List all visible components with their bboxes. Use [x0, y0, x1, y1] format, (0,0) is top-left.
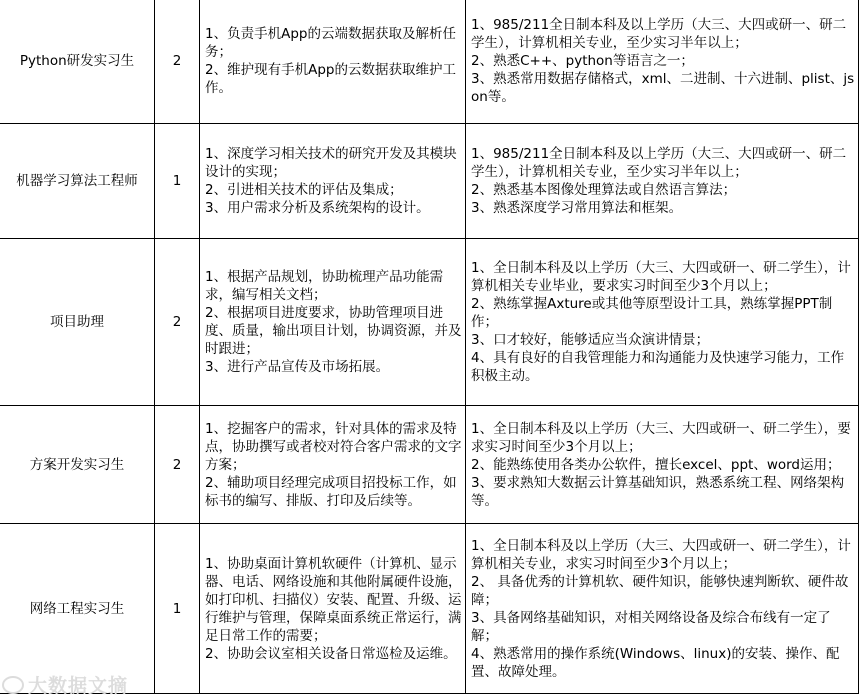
requirement-item: 1、985/211全日制本科及以上学历（大三、大四或研一、研二学生），计算机相关专业，至少实习半年以上；	[471, 17, 847, 51]
job-requirements	[466, 239, 859, 406]
table-row	[0, 406, 859, 524]
table-row	[0, 239, 859, 406]
table-row	[0, 524, 859, 694]
duty-item: 2、维护现有手机App的云数据获取维护工作。	[205, 62, 456, 96]
table-row	[0, 124, 859, 239]
duty-item: 1、根据产品规划，协助梳理产品功能需求，编写相关文档；	[205, 269, 444, 303]
requirement-item: 2、熟悉C++、python等语言之一；	[471, 53, 694, 69]
requirement-item: 4、熟悉常用的操作系统(Windows、linux)的安装、操作、配置、故障处理。	[471, 645, 840, 680]
headcount: 2	[155, 406, 200, 524]
watermark-text: 大数据文摘	[28, 675, 129, 697]
headcount: 2	[155, 0, 200, 124]
job-duties	[200, 406, 466, 524]
job-requirements	[466, 524, 859, 694]
requirement-item: 1、全日制本科及以上学历（大三、大四或研一、研二学生），要求实习时间至少3个月以上；	[471, 420, 851, 455]
requirement-item: 4、具有良好的自我管理能力和沟通能力及快速学习能力，工作积极主动。	[471, 350, 845, 384]
requirement-item: 1、全日制本科及以上学历（大三、大四或研一、研二学生），计算机相关专业毕业，要求实习时间至少3个月以上；	[471, 260, 851, 294]
requirement-item: 3、熟悉深度学习常用算法和框架。	[471, 200, 683, 216]
duty-item: 2、根据项目进度要求，协助管理项目进度、质量，输出项目计划，协调资源，并及时跟进；	[205, 305, 462, 357]
job-requirements	[466, 406, 859, 524]
headcount: 1	[155, 524, 200, 694]
position-name: 网络工程实习生	[0, 524, 155, 694]
position-name: 项目助理	[0, 239, 155, 406]
job-duties	[200, 124, 466, 239]
requirement-item: 2、 具备优秀的计算机软、硬件知识，能够快速判断软、硬件故障；	[471, 573, 849, 608]
duty-item: 2、引进相关技术的评估及集成；	[205, 182, 403, 198]
requirement-item: 2、能熟练使用各类办公软件，擅长excel、ppt、word运用；	[471, 456, 841, 473]
requirement-item: 3、具备网络基础知识，对相关网络设备及综合布线有一定了解；	[471, 609, 831, 644]
requirement-item: 1、全日制本科及以上学历（大三、大四或研一、研二学生），计算机相关专业，求实习时间至少3个月以上；	[471, 537, 851, 572]
job-requirements	[466, 0, 859, 124]
duty-item: 1、挖掘客户的需求，针对具体的需求及特点，协助撰写或者校对符合客户需求的文字方案；	[205, 420, 462, 473]
duty-item: 1、协助桌面计算机软硬件（计算机、显示器、电话、网络设施和其他附属硬件设施，如打印机、扫描仪）安装、配置、升级、运行维护与管理，保障桌面系统正常运行，满足日常工作的需要；	[205, 555, 462, 644]
requirement-item: 3、要求熟知大数据云计算基础知识，熟悉系统工程、网络架构等。	[471, 474, 845, 509]
duty-item: 3、用户需求分析及系统架构的设计。	[205, 200, 430, 216]
position-name: 机器学习算法工程师	[0, 124, 155, 239]
watermark-logo-icon	[2, 676, 24, 694]
requirement-item: 2、熟练掌握Axture或其他等原型设计工具，熟练掌握PPT制作；	[471, 296, 833, 330]
requirement-item: 2、熟悉基本图像处理算法或自然语言算法；	[471, 182, 737, 198]
requirement-item: 1、985/211全日制本科及以上学历（大三、大四或研一、研二学生），计算机相关专业，至少实习半年以上；	[471, 146, 847, 180]
position-name: 方案开发实习生	[0, 406, 155, 524]
job-duties	[200, 239, 466, 406]
position-name: Python研发实习生	[0, 0, 155, 124]
table-row	[0, 0, 859, 124]
duty-item: 1、负责手机App的云端数据获取及解析任务；	[205, 26, 456, 60]
requirement-item: 3、口才较好，能够适应当众演讲情景；	[471, 332, 710, 348]
watermark	[2, 671, 128, 698]
headcount: 2	[155, 239, 200, 406]
duty-item: 2、协助会议室相关设备日常巡检及运维。	[205, 645, 457, 662]
job-duties	[200, 0, 466, 124]
duty-item: 1、深度学习相关技术的研究开发及其模块设计的实现；	[205, 146, 457, 180]
job-duties	[200, 524, 466, 694]
duty-item: 3、进行产品宣传及市场拓展。	[205, 359, 390, 375]
requirement-item: 3、熟悉常用数据存储格式，xml、二进制、十六进制、plist、json等。	[471, 71, 855, 105]
job-requirements	[466, 124, 859, 239]
duty-item: 2、辅助项目经理完成项目招投标工作，如标书的编写、排版、打印及后续等。	[205, 474, 457, 509]
headcount: 1	[155, 124, 200, 239]
